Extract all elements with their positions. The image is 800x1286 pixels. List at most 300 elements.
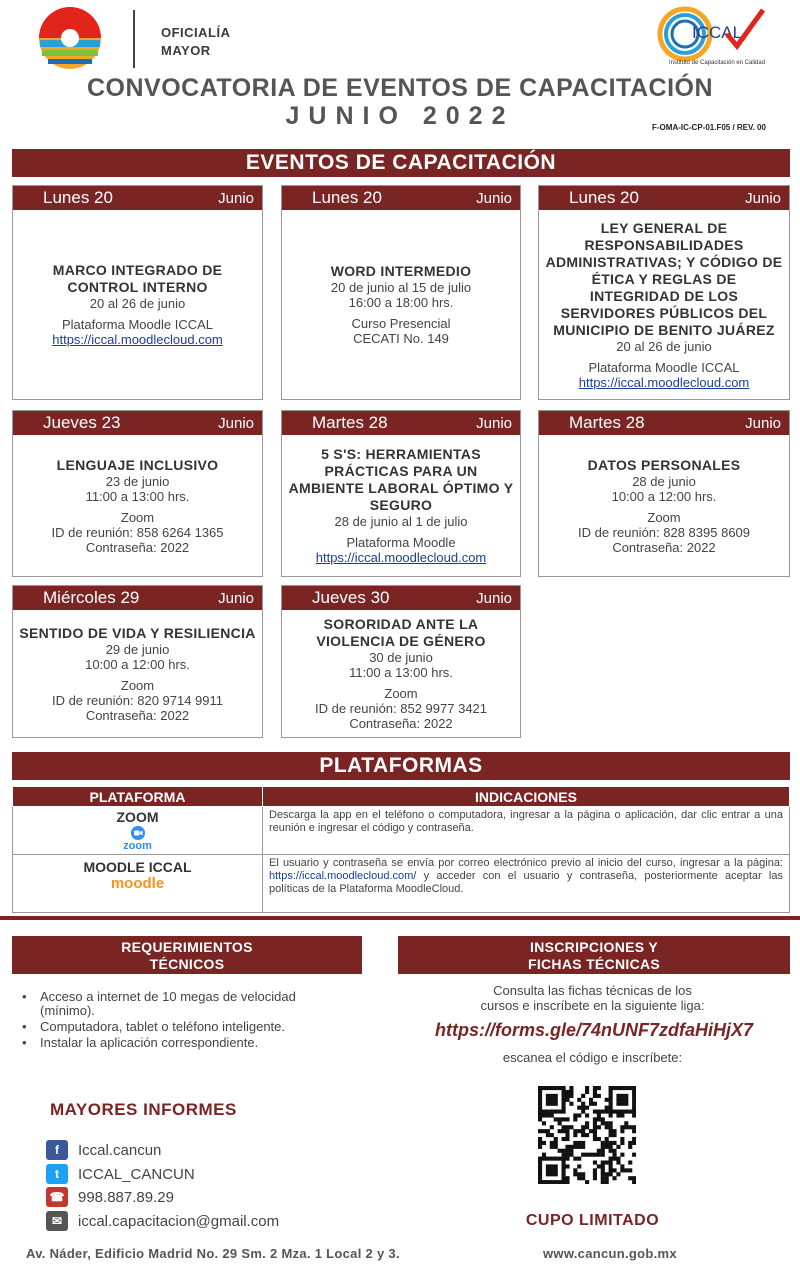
qr-module: [601, 1145, 605, 1149]
qr-module: [609, 1172, 613, 1176]
qr-module: [562, 1098, 566, 1102]
event-date-header: [282, 411, 520, 435]
qr-module: [546, 1110, 550, 1114]
qr-module: [554, 1180, 558, 1184]
qr-module: [593, 1172, 597, 1176]
qr-module: [554, 1117, 558, 1121]
qr-module: [565, 1133, 569, 1137]
event-day: Jueves 23: [43, 413, 121, 432]
qr-module: [554, 1164, 558, 1168]
event-title: MARCO INTEGRADO DE CONTROL INTERNO: [52, 262, 223, 295]
event-dates: 20 al 26 de junio: [616, 338, 712, 354]
qr-module: [632, 1129, 636, 1133]
qr-module: [628, 1141, 632, 1145]
event-title: DATOS PERSONALES: [587, 456, 741, 473]
event-month: Junio: [218, 189, 254, 207]
qr-module: [554, 1110, 558, 1114]
qr-module: [558, 1149, 562, 1153]
qr-module: [538, 1180, 542, 1184]
qr-module: [597, 1149, 601, 1153]
event-meeting-id: ID de reunión: 828 8395 8609: [577, 524, 751, 540]
qr-module: [581, 1141, 585, 1145]
qr-module: [593, 1133, 597, 1137]
qr-module: [585, 1180, 589, 1184]
qr-module: [573, 1168, 577, 1172]
qr-module: [601, 1149, 605, 1153]
qr-module: [609, 1168, 613, 1172]
qr-module: [550, 1164, 554, 1168]
qr-module: [597, 1117, 601, 1121]
qr-module: [538, 1137, 542, 1141]
qr-module: [632, 1125, 636, 1129]
qr-module: [550, 1086, 554, 1090]
qr-module: [624, 1121, 628, 1125]
zoom-logo: zoom: [123, 840, 152, 852]
event-platform: Plataforma Moodle: [346, 535, 456, 550]
event-link[interactable]: https://iccal.moodlecloud.com: [315, 550, 487, 565]
qr-module: [581, 1106, 585, 1110]
qr-module: [538, 1094, 542, 1098]
event-link[interactable]: https://iccal.moodlecloud.com: [578, 374, 750, 390]
qr-module: [562, 1160, 566, 1164]
qr-module: [628, 1168, 632, 1172]
qr-module: [565, 1125, 569, 1129]
qr-module: [605, 1110, 609, 1114]
qr-module: [546, 1129, 550, 1133]
qr-module: [589, 1102, 593, 1106]
qr-module: [538, 1157, 542, 1161]
qr-module: [573, 1133, 577, 1137]
qr-module: [538, 1160, 542, 1164]
qr-module: [569, 1149, 573, 1153]
qr-module: [616, 1145, 620, 1149]
event-card: [538, 410, 790, 577]
qr-module: [597, 1125, 601, 1129]
qr-module: [620, 1129, 624, 1133]
qr-module: [577, 1145, 581, 1149]
qr-module: [585, 1086, 589, 1090]
qr-module: [620, 1164, 624, 1168]
qr-module: [538, 1117, 542, 1121]
event-platform: Zoom: [120, 677, 155, 693]
facebook-contact[interactable]: f Iccal.cancun: [46, 1140, 161, 1160]
qr-module: [554, 1157, 558, 1161]
event-day: Lunes 20: [312, 188, 382, 207]
qr-module: [554, 1137, 558, 1141]
qr-module: [538, 1102, 542, 1106]
qr-module: [593, 1102, 597, 1106]
header-divider: [133, 10, 135, 68]
qr-module: [605, 1098, 609, 1102]
event-link[interactable]: https://iccal.moodlecloud.com: [52, 332, 223, 347]
qr-module: [609, 1145, 613, 1149]
col-header-indications: INDICACIONES: [263, 787, 790, 807]
qr-module: [542, 1180, 546, 1184]
qr-module: [562, 1164, 566, 1168]
qr-module: [546, 1157, 550, 1161]
event-card: [12, 410, 263, 577]
requirements-list: [20, 990, 320, 1052]
qr-module: [562, 1102, 566, 1106]
platform-moodle: MOODLE ICCAL moodle: [13, 855, 263, 913]
qr-module: [542, 1086, 546, 1090]
event-card: [12, 585, 263, 738]
qr-module: [616, 1102, 620, 1106]
qr-module: [601, 1180, 605, 1184]
event-password: Contraseña: 2022: [349, 716, 453, 731]
qr-module: [589, 1153, 593, 1157]
qr-module: [593, 1125, 597, 1129]
qr-module: [609, 1121, 613, 1125]
event-platform: Zoom: [647, 509, 681, 525]
scan-text: escanea el código e inscríbete:: [502, 1050, 683, 1065]
event-time: 11:00 a 13:00 hrs.: [349, 665, 453, 680]
qr-module: [585, 1133, 589, 1137]
qr-module: [609, 1086, 613, 1090]
qr-module: [546, 1180, 550, 1184]
email-contact[interactable]: ✉ iccal.capacitacion@gmail.com: [46, 1211, 279, 1231]
event-date-header: [13, 186, 262, 210]
qr-module: [577, 1172, 581, 1176]
qr-module: [632, 1176, 636, 1180]
qr-module: [546, 1098, 550, 1102]
event-date-header: [539, 186, 789, 210]
event-title: WORD INTERMEDIO: [330, 263, 472, 279]
qr-module: [562, 1180, 566, 1184]
qr-module: [554, 1094, 558, 1098]
qr-module: [605, 1137, 609, 1141]
event-platform: Plataforma Moodle ICCAL: [61, 317, 213, 332]
qr-module: [550, 1172, 554, 1176]
qr-module: [538, 1141, 542, 1145]
qr-module: [565, 1164, 569, 1168]
platform-zoom: ZOOM zoom: [13, 807, 263, 855]
qr-module: [601, 1168, 605, 1172]
qr-module: [569, 1094, 573, 1098]
event-title: LENGUAJE INCLUSIVO: [56, 456, 219, 473]
event-date-header: [282, 586, 520, 610]
qr-module: [593, 1094, 597, 1098]
qr-module: [542, 1113, 546, 1117]
qr-module: [612, 1110, 616, 1114]
qr-module: [609, 1149, 613, 1153]
list-item: • Instalar la aplicación correspondiente.: [20, 1036, 320, 1050]
qr-module: [569, 1145, 573, 1149]
qr-module: [605, 1145, 609, 1149]
event-date-header: [13, 411, 262, 435]
qr-module: [573, 1172, 577, 1176]
qr-module: [612, 1086, 616, 1090]
qr-module: [601, 1160, 605, 1164]
qr-module: [542, 1129, 546, 1133]
limited-spots: CUPO LIMITADO: [525, 1212, 660, 1229]
qr-module: [558, 1129, 562, 1133]
qr-module: [609, 1157, 613, 1161]
qr-module: [609, 1102, 613, 1106]
qr-module: [620, 1102, 624, 1106]
qr-module: [601, 1117, 605, 1121]
form-code: F-OMA-IC-CP-01.F05 / REV. 00: [652, 123, 766, 132]
qr-module: [605, 1160, 609, 1164]
qr-module: [538, 1106, 542, 1110]
footer-website[interactable]: www.cancun.gob.mx: [543, 1246, 677, 1261]
qr-module: [554, 1141, 558, 1145]
qr-module: [632, 1153, 636, 1157]
event-dates: 30 de junio: [369, 650, 433, 665]
qr-module: [573, 1113, 577, 1117]
qr-module: [628, 1145, 632, 1149]
qr-module: [550, 1145, 554, 1149]
qr-module: [628, 1160, 632, 1164]
qr-module: [538, 1172, 542, 1176]
qr-module: [624, 1168, 628, 1172]
qr-module: [597, 1110, 601, 1114]
qr-module: [616, 1113, 620, 1117]
qr-module: [577, 1176, 581, 1180]
qr-module: [612, 1157, 616, 1161]
qr-module: [538, 1086, 542, 1090]
qr-module: [624, 1098, 628, 1102]
moodle-link[interactable]: https://iccal.moodlecloud.com/: [269, 870, 417, 882]
qr-module: [546, 1168, 550, 1172]
qr-module: [593, 1121, 597, 1125]
qr-module: [542, 1110, 546, 1114]
qr-module: [565, 1098, 569, 1102]
moodle-indications: El usuario y contraseña se envía por correo electrónico previo al inicio del curso, ingresar a la página: https://iccal.moodlecloud.com/ y acceder con el usuario y contraseña, posteriormente aceptar las políticas de la Plataforma MoodleCloud.: [263, 855, 790, 913]
event-title: SORORIDAD ANTE LA VIOLENCIA DE GÉNERO: [316, 616, 486, 649]
event-date-header: [282, 186, 520, 210]
qr-module: [562, 1125, 566, 1129]
table-row: [13, 807, 790, 855]
qr-module: [609, 1090, 613, 1094]
qr-module: [538, 1145, 542, 1149]
phone-contact[interactable]: ☎ 998.887.89.29: [46, 1187, 174, 1207]
qr-module: [605, 1125, 609, 1129]
qr-module: [577, 1141, 581, 1145]
qr-module: [581, 1094, 585, 1098]
qr-module: [620, 1125, 624, 1129]
qr-module: [550, 1102, 554, 1106]
qr-module: [605, 1176, 609, 1180]
qr-module: [562, 1086, 566, 1090]
qr-module: [550, 1098, 554, 1102]
event-dates: 20 de junio al 15 de julio: [330, 280, 472, 295]
qr-module: [620, 1168, 624, 1172]
qr-module: [538, 1176, 542, 1180]
twitter-contact[interactable]: t ICCAL_CANCUN: [46, 1164, 195, 1184]
qr-module: [597, 1164, 601, 1168]
footer-address: Av. Náder, Edificio Madrid No. 29 Sm. 2 Mza. 1 Local 2 y 3.: [26, 1246, 400, 1261]
qr-module: [581, 1129, 585, 1133]
qr-module: [538, 1168, 542, 1172]
event-body: [282, 610, 520, 737]
qr-module: [612, 1133, 616, 1137]
qr-module: [573, 1117, 577, 1121]
qr-module: [585, 1113, 589, 1117]
qr-module: [573, 1145, 577, 1149]
qr-module: [577, 1129, 581, 1133]
qr-module: [585, 1153, 589, 1157]
event-title: 5 S'S: HERRAMIENTAS PRÁCTICAS PARA UN AMBIENTE LABORAL ÓPTIMO Y SEGURO: [288, 446, 514, 513]
qr-module: [562, 1110, 566, 1114]
qr-module: [628, 1125, 632, 1129]
qr-module: [597, 1094, 601, 1098]
cancun-logo: [38, 6, 102, 70]
event-date-header: [13, 586, 262, 610]
qr-module: [597, 1153, 601, 1157]
qr-module: [593, 1168, 597, 1172]
qr-module: [620, 1094, 624, 1098]
qr-module: [565, 1149, 569, 1153]
qr-module: [632, 1180, 636, 1184]
qr-module: [562, 1137, 566, 1141]
qr-module: [554, 1098, 558, 1102]
registration-link[interactable]: https://forms.gle/74nUNF7zdfaHiHjX7: [434, 1020, 754, 1040]
event-meeting-id: CECATI No. 149: [353, 331, 449, 346]
qr-module: [609, 1164, 613, 1168]
qr-module: [562, 1157, 566, 1161]
qr-module: [558, 1180, 562, 1184]
qr-module: [632, 1086, 636, 1090]
event-time: 11:00 a 13:00 hrs.: [85, 488, 190, 504]
event-day: Lunes 20: [569, 188, 639, 207]
event-time: 10:00 a 12:00 hrs.: [85, 656, 190, 672]
qr-module: [538, 1110, 542, 1114]
event-time: 10:00 a 12:00 hrs.: [611, 488, 717, 504]
qr-module: [612, 1176, 616, 1180]
qr-module: [538, 1164, 542, 1168]
event-month: Junio: [218, 414, 254, 432]
qr-module: [565, 1129, 569, 1133]
qr-module: [609, 1129, 613, 1133]
qr-module: [632, 1113, 636, 1117]
qr-module: [585, 1125, 589, 1129]
qr-module: [542, 1141, 546, 1145]
qr-module: [538, 1113, 542, 1117]
qr-module: [581, 1153, 585, 1157]
qr-module: [609, 1098, 613, 1102]
qr-module: [593, 1110, 597, 1114]
qr-module: [562, 1129, 566, 1133]
events-section-title: EVENTOS DE CAPACITACIÓN: [12, 149, 790, 177]
moodle-logo: moodle: [110, 875, 165, 892]
event-title: LEY GENERAL DE RESPONSABILIDADES ADMINISTRATIVAS; Y CÓDIGO DE ÉTICA Y REGLAS DE INTEGRIDAD DE LOS SERVIDORES PÚBLICOS DEL MUNICIPIO DE BENITO JUÁREZ: [545, 219, 783, 338]
event-time: 16:00 a 18:00 hrs.: [348, 295, 454, 310]
qr-module: [624, 1102, 628, 1106]
event-dates: 20 al 26 de junio: [89, 296, 186, 311]
event-month: Junio: [476, 589, 512, 607]
qr-module: [612, 1141, 616, 1145]
qr-module: [632, 1137, 636, 1141]
qr-module: [577, 1098, 581, 1102]
qr-module: [550, 1113, 554, 1117]
qr-module: [624, 1125, 628, 1129]
qr-module: [593, 1086, 597, 1090]
event-platform: Zoom: [120, 509, 155, 525]
qr-module: [577, 1106, 581, 1110]
qr-module: [565, 1117, 569, 1121]
qr-module: [550, 1180, 554, 1184]
qr-module: [569, 1102, 573, 1106]
event-month: Junio: [745, 189, 781, 207]
platforms-section-title: PLATAFORMAS: [12, 752, 790, 780]
qr-module: [573, 1129, 577, 1133]
qr-module: [581, 1176, 585, 1180]
qr-module: [550, 1141, 554, 1145]
event-platform: Zoom: [384, 686, 418, 701]
event-body: [13, 610, 262, 737]
qr-module: [620, 1113, 624, 1117]
qr-module: [581, 1145, 585, 1149]
qr-module: [609, 1141, 613, 1145]
list-item: • Acceso a internet de 10 megas de velocidad (mínimo).: [20, 990, 320, 1018]
event-body: [539, 210, 789, 399]
org-name: OFICIALÍA MAYOR: [161, 25, 231, 58]
qr-module: [601, 1121, 605, 1125]
event-body: [282, 210, 520, 399]
event-dates: 28 de junio al 1 de julio: [334, 514, 468, 529]
qr-module: [538, 1098, 542, 1102]
zoom-indications: Descarga la app en el teléfono o computadora, ingresar a la página o aplicación, dar clic entrar a una reunión e ingresar el código y contraseña.: [263, 807, 790, 855]
qr-module: [585, 1090, 589, 1094]
qr-code[interactable]: [538, 1086, 636, 1184]
qr-module: [554, 1145, 558, 1149]
consulta-text: Consulta las fichas técnicas de los cursos e inscríbete en la siguiente liga:: [480, 983, 705, 1013]
qr-module: [605, 1106, 609, 1110]
qr-module: [565, 1157, 569, 1161]
qr-module: [624, 1110, 628, 1114]
qr-module: [550, 1125, 554, 1129]
contact-title: MAYORES INFORMES: [50, 1100, 237, 1119]
qr-module: [538, 1129, 542, 1133]
qr-module: [550, 1094, 554, 1098]
qr-module: [632, 1110, 636, 1114]
qr-module: [562, 1176, 566, 1180]
qr-module: [593, 1090, 597, 1094]
qr-module: [609, 1160, 613, 1164]
event-body: [539, 435, 789, 576]
qr-module: [577, 1157, 581, 1161]
qr-module: [558, 1110, 562, 1114]
event-platform: Plataforma Moodle ICCAL: [588, 359, 740, 375]
qr-module: [624, 1094, 628, 1098]
event-card: [281, 410, 521, 577]
qr-module: [616, 1086, 620, 1090]
qr-module: [546, 1102, 550, 1106]
qr-module: [609, 1133, 613, 1137]
qr-module: [620, 1153, 624, 1157]
qr-module: [562, 1153, 566, 1157]
qr-module: [632, 1102, 636, 1106]
qr-module: [609, 1125, 613, 1129]
qr-module: [632, 1106, 636, 1110]
event-body: [13, 435, 262, 576]
qr-module: [628, 1110, 632, 1114]
event-body: [13, 210, 262, 399]
event-dates: 29 de junio: [105, 641, 170, 657]
qr-module: [562, 1090, 566, 1094]
qr-module: [593, 1176, 597, 1180]
event-month: Junio: [476, 189, 512, 207]
qr-module: [601, 1176, 605, 1180]
event-day: Jueves 30: [312, 588, 390, 607]
qr-module: [609, 1094, 613, 1098]
event-date-header: [539, 411, 789, 435]
qr-module: [562, 1168, 566, 1172]
event-dates: 28 de junio: [632, 473, 696, 489]
phone-icon: ☎: [46, 1187, 68, 1207]
qr-module: [632, 1141, 636, 1145]
